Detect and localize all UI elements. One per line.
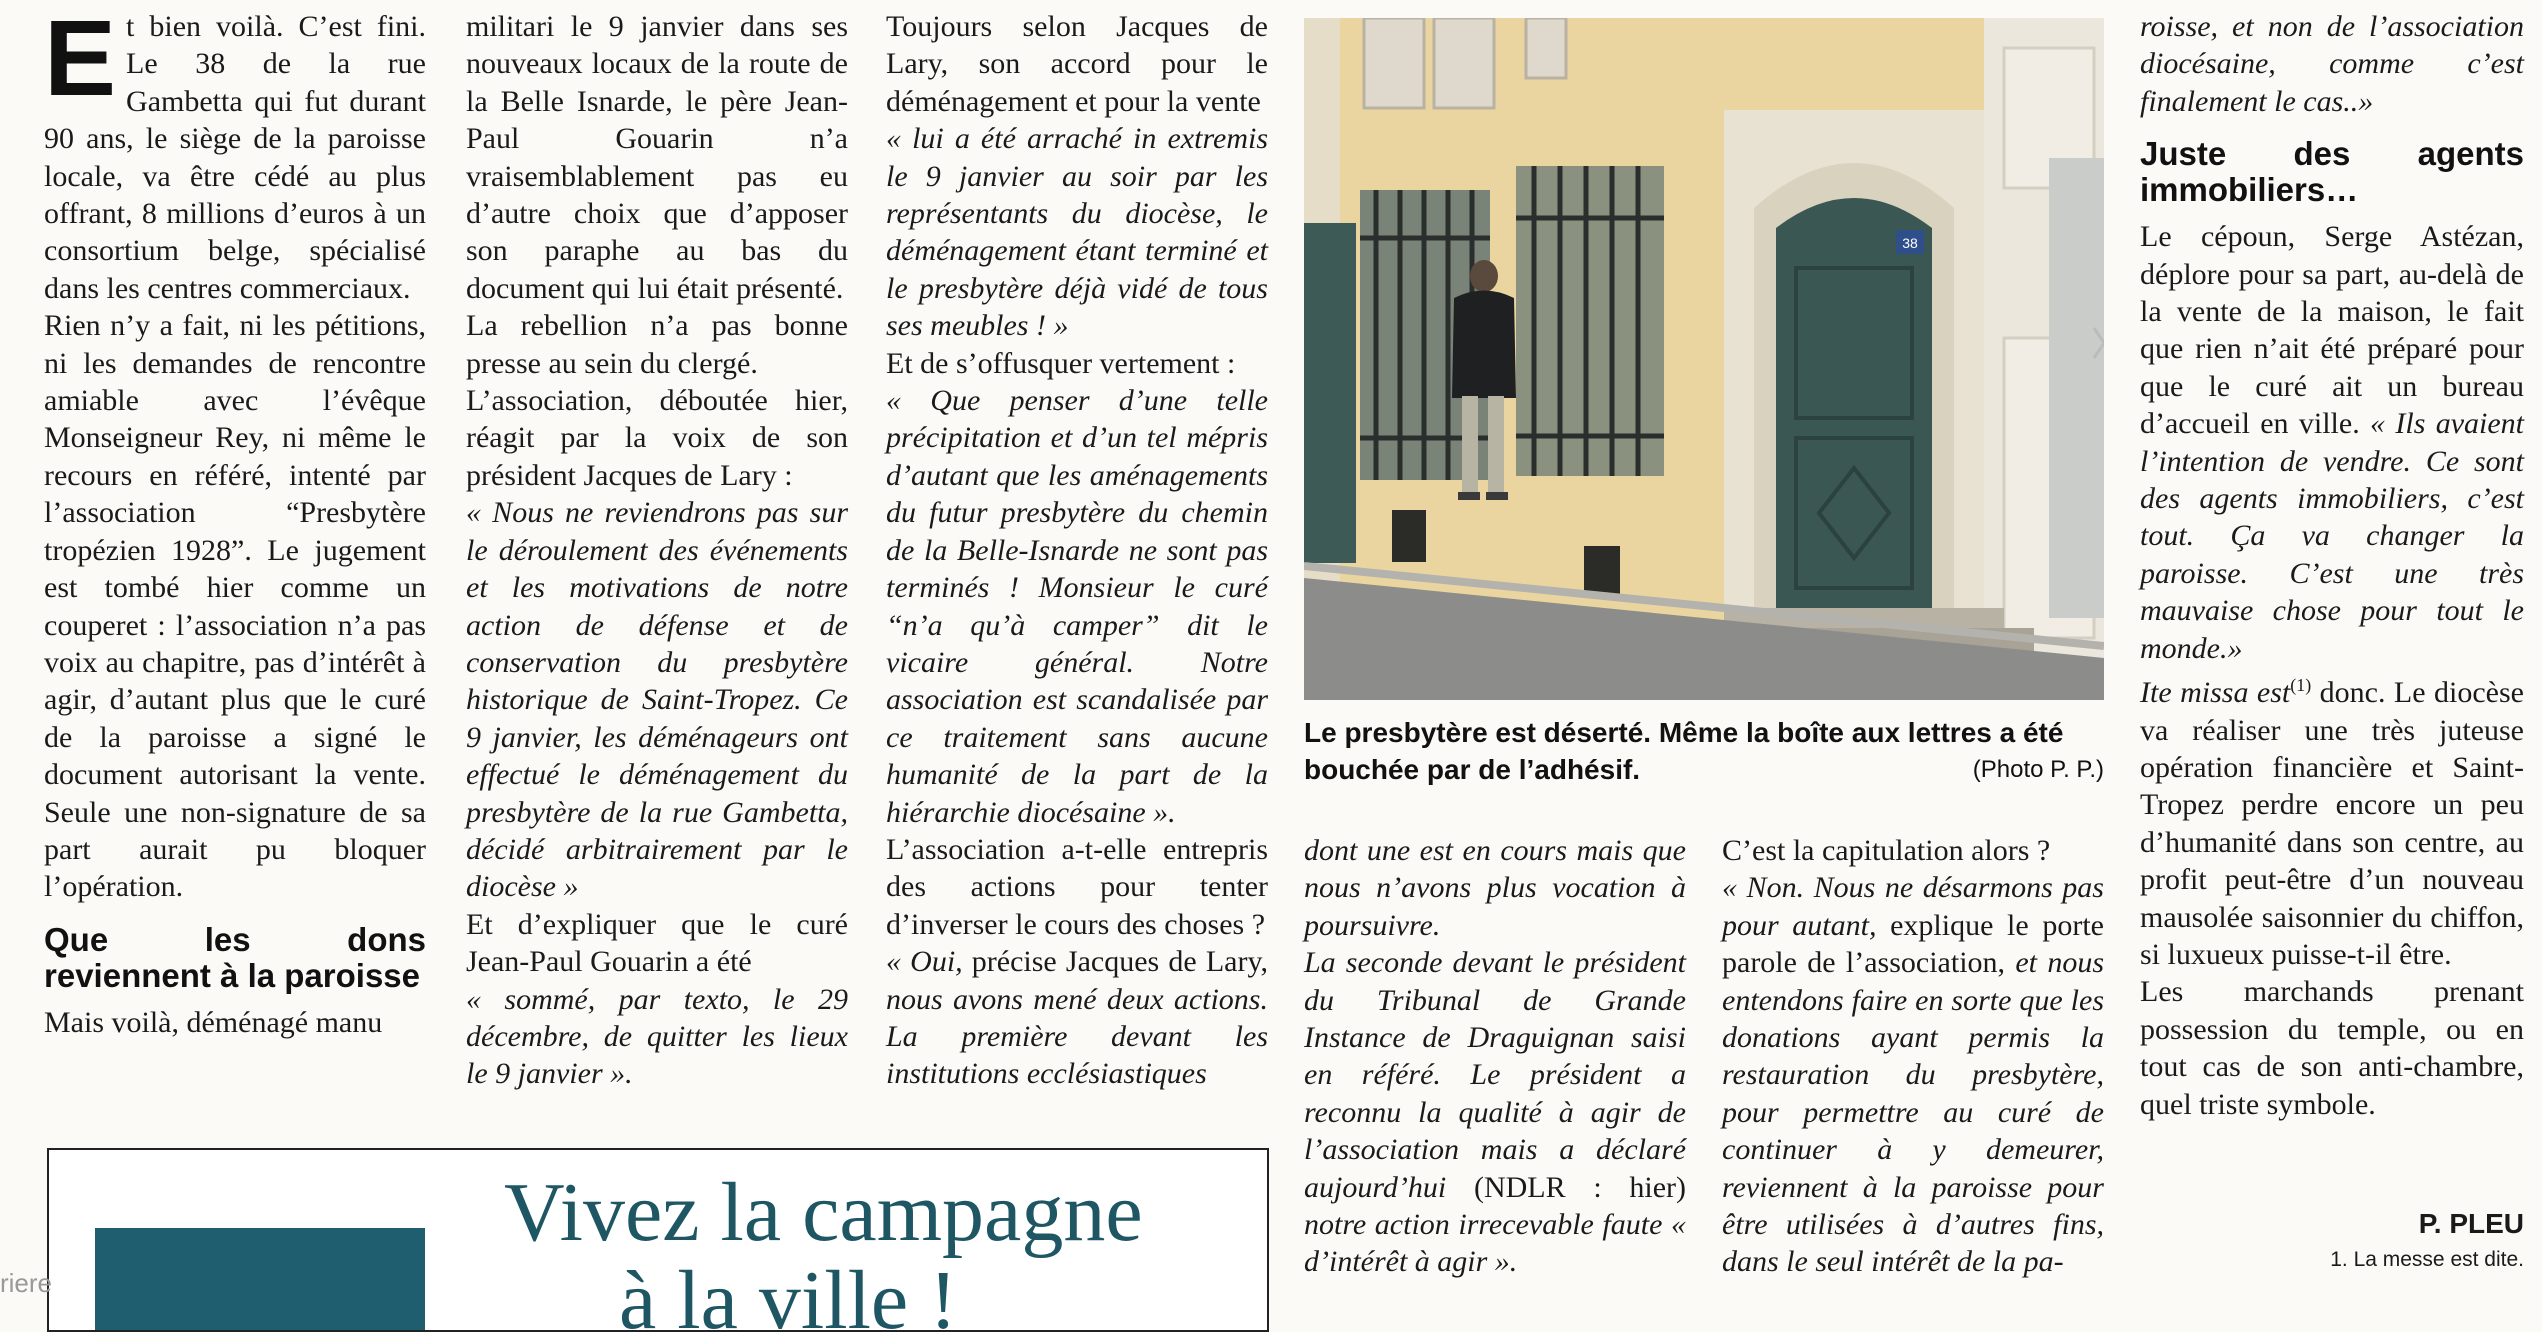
- cropped-edge-text: riere: [0, 1268, 53, 1298]
- subheading: Que les dons reviennent à la paroisse: [44, 920, 426, 994]
- ad-color-block: [95, 1228, 425, 1332]
- ad-headline-line-2: à la ville !: [619, 1254, 958, 1332]
- lead-paragraph: Et bien voilà. C’est fini. Le 38 de la rue Gambetta qui fut durant 90 ans, le siège de la paroisse locale, va être cédé au plus offrant, 8 millions d’euros à un consortium belge, spécialisé dans les centres commerciaux.: [44, 0, 426, 305]
- subheading: Juste des agents immobiliers…: [2140, 135, 2524, 209]
- article-column-4: [1304, 832, 1686, 1281]
- paragraph: « Oui, précise Jacques de Lary, nous avons mené deux actions. La première devant les institutions ecclésiastiques: [886, 945, 1268, 1091]
- photo-caption: Le presbytère est déserté. Même la boîte aux lettres a été bouchée par de l’adhésif. (Photo P. P.): [1304, 714, 2104, 788]
- paragraph: Les marchands prenant possession du temple, ou en tout cas de son anti-chambre, quel triste symbole.: [2140, 975, 2524, 1121]
- footnote: 1. La messe est dite.: [2330, 1248, 2524, 1271]
- article-column-2: [466, 8, 848, 1093]
- paragraph: Mais voilà, déménagé manu: [44, 1005, 383, 1039]
- photo-credit: (Photo P. P.): [1972, 756, 2104, 783]
- paragraph: Toujours selon Jacques de Lary, son accord pour le déménagement et pour la vente: [886, 10, 1268, 118]
- paragraph: Le cépoun, Serge Astézan, déplore pour sa part, au-delà de la vente de la maison, le fait que rien n’ait été préparé pour que le curé ait un bureau d’accueil en ville. « Ils avaient l’intention de vendre. Ce sont des agents immobiliers, c’est tout. Ça va changer la paroisse. C’est une très mauvaise chose pour tout le monde.»: [2140, 220, 2524, 665]
- drop-cap: E: [44, 0, 117, 118]
- building-facade-illustration: [1304, 18, 2104, 700]
- author-signature: P. PLEU: [2418, 1208, 2524, 1239]
- article-column-1: [44, 0, 426, 1041]
- advertisement-box: [47, 1148, 1269, 1332]
- article-column-5: [1722, 832, 2104, 1281]
- quote: « Que penser d’une telle précipitation et d’un tel mépris d’autant que les aménagements du futur presbytère du chemin de la Belle-Isnarde ne sont pas terminés ! Monsieur le curé “n’a qu’à camper” dit le vicaire général. Notre association est scandalisée par ce traitement sans aucune humanité de la part de la hiérarchie diocésaine ».: [886, 384, 1268, 829]
- paragraph: Et de s’offusquer vertement :: [886, 346, 1236, 380]
- paragraph: Ite missa est$^{(1)}$ donc. Le diocèse va réaliser une très juteuse opération financière et Saint-Tropez perdre encore un peu d’humanité dans son centre, au profit peut-être d’un nouveau mausolée saisonnier du chiffon, si luxueux puisse-t-il être.: [2140, 675, 2524, 971]
- ad-headline: Vivez la campagne: [504, 1166, 1143, 1259]
- paragraph: La rebellion n’a pas bonne presse au sein du clergé.: [466, 309, 848, 380]
- quote: « sommé, par texto, le 29 décembre, de quitter les lieux le 9 janvier ».: [466, 982, 848, 1091]
- paragraph: dont une est en cours mais que nous n’avons plus vocation à poursuivre.: [1304, 834, 1686, 942]
- paragraph: L’association, déboutée hier, réagit par la voix de son président Jacques de Lary :: [466, 384, 848, 492]
- paragraph: Rien n’y a fait, ni les pétitions, ni les demandes de rencontre amiable avec l’évêque Monseigneur Rey, ni même le recours en référé, intenté par l’association “Presbytère tropézien 1928”. Le jugement est tombé hier comme un couperet : l’association n’a pas voix au chapitre, pas d’intérêt à agir, d’autant plus que le curé de la paroisse a signé le document autorisant la vente. Seule une non-signature de sa part aurait pu bloquer l’opération.: [44, 309, 426, 904]
- quote: « lui a été arraché in extremis le 9 janvier au soir par les représentants du diocèse, le déménagement étant terminé et le presbytère déjà vidé de tous ses meubles ! »: [886, 122, 1268, 343]
- presbytery-photo: [1304, 18, 2104, 700]
- paragraph: C’est la capitulation alors ?: [1722, 834, 2051, 867]
- paragraph: L’association a-t-elle entrepris des actions pour tenter d’inverser le cours des choses ?: [886, 832, 1268, 941]
- article-column-6: [2140, 8, 2524, 1123]
- paragraph: Et d’expliquer que le curé Jean-Paul Gouarin a été: [466, 907, 848, 979]
- house-number-plate: 38: [1902, 235, 1918, 251]
- paragraph: La seconde devant le président du Tribunal de Grande Instance de Draguignan saisi en référé. Le président a reconnu la qualité à agir de l’association mais a déclaré aujourd’hui (NDLR : hier) notre action irrecevable faute « d’intérêt à agir ».: [1304, 946, 1686, 1279]
- quote: roisse, et non de l’association diocésaine, comme c’est finalement le cas..»: [2140, 10, 2524, 118]
- paragraph: « Non. Nous ne désarmons pas pour autant, explique le porte parole de l’association, et nous entendons faire en sorte que les donations ayant permis la restauration du presbytère, pour permettre au curé de continuer à y demeurer, reviennent à la paroisse pour être utilisées à d’autres fins, dans le seul intérêt de la pa-: [1722, 871, 2104, 1279]
- article-column-3: [886, 8, 1268, 1093]
- paragraph: militari le 9 janvier dans ses nouveaux locaux de la route de la Belle Isnarde, le père Jean-Paul Gouarin n’a vraisemblablement pas eu d’autre choix que d’apposer son paraphe au bas du document qui lui était présenté.: [466, 10, 848, 305]
- quote: « Nous ne reviendrons pas sur le déroulement des événements et les motivations de notre action de défense et de conservation du presbytère historique de Saint-Tropez. Ce 9 janvier, les déménageurs ont effectué le déménagement du presbytère de la rue Gambetta, décidé arbitrairement par le diocèse »: [466, 496, 848, 904]
